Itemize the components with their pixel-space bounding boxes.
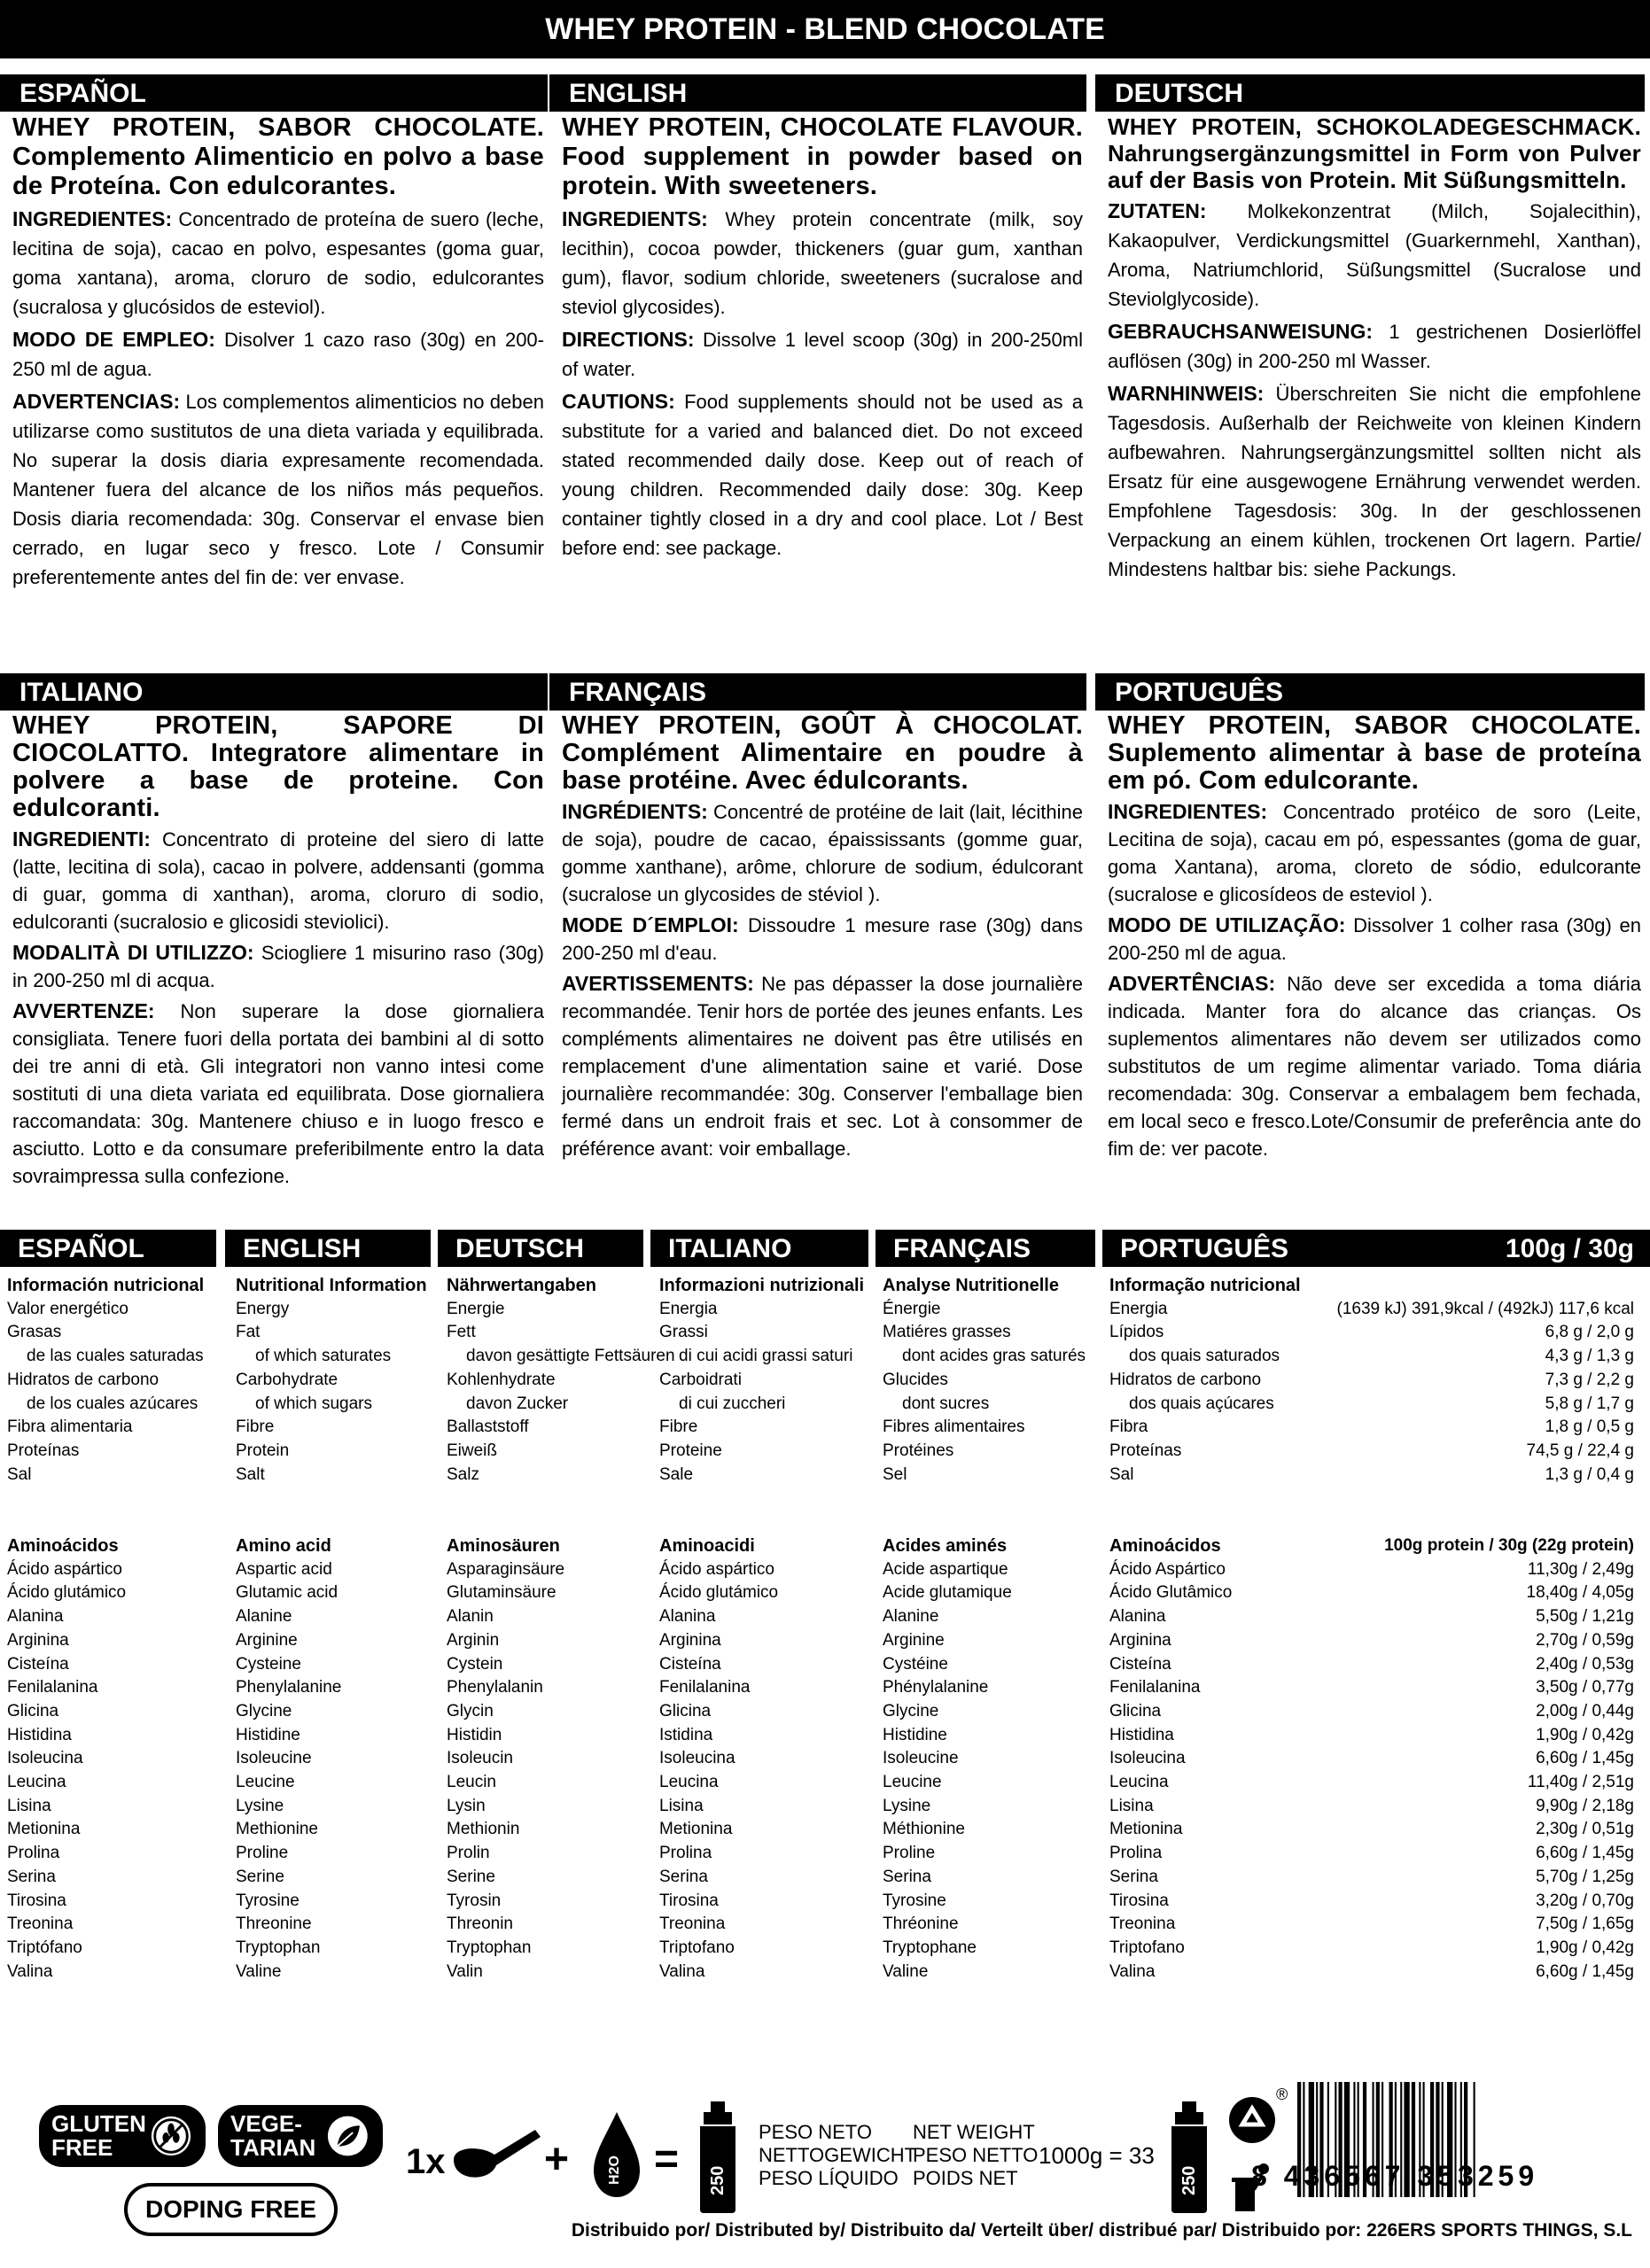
ingredients: INGREDIENTES: Concentrado protéico de soro (Leite, Lecitina de soja), cacau em pó, espessantes (goma de guar, goma Xantana), aroma, cloreto de sódio, edulcorante (sucralose e glicosídeos de esteviol ). xyxy=(1108,800,1641,905)
amino-label: Valina xyxy=(1109,1961,1156,1981)
water-drop-icon xyxy=(588,2109,645,2201)
nutrient-label: dos quais saturados xyxy=(1129,1347,1280,1366)
nutrition-title: Nutritional Information xyxy=(236,1276,427,1295)
nutrient-label: Energie xyxy=(447,1299,505,1318)
nutrient-label: Energia xyxy=(659,1299,718,1318)
nutrition-header: DEUTSCH xyxy=(438,1230,643,1267)
amino-label: Cisteína xyxy=(659,1654,721,1674)
page-title: WHEY PROTEIN - BLEND CHOCOLATE xyxy=(0,0,1650,58)
nutrient-label: di cui acidi grassi saturi xyxy=(679,1347,853,1366)
nutrition-column xyxy=(1109,1274,1301,1487)
warnings: AVERTISSEMENTS: Ne pas dépasser la dose journalière recommandée. Tenir hors de portée des jeunes enfants. Les compléments alimentaires ne doivent pas être utilisés en remplacement d'une alimentation saine et varié. Dose journalière recommandée: 30g. Conserver l'emballage bien fermé dans un endroit frais et sec. Lot à consommer de préférence avant: voir emballage. xyxy=(562,972,1083,1160)
registered-mark: ® xyxy=(1276,2085,1288,2103)
lang-header: ITALIANO xyxy=(0,673,548,711)
amino-column xyxy=(447,1534,564,1984)
amino-label: Cystéine xyxy=(883,1654,948,1674)
amino-title: Aminosäuren xyxy=(447,1536,560,1556)
amino-label: Triptofano xyxy=(659,1938,735,1957)
amino-label: Tirosina xyxy=(7,1891,66,1910)
nutrition-column xyxy=(659,1274,864,1487)
nutrient-label: Proteine xyxy=(659,1441,722,1460)
amino-label: Tryptophan xyxy=(447,1938,532,1957)
nutrient-label: of which saturates xyxy=(255,1347,392,1366)
portions: 1000g = 33 xyxy=(1039,2142,1155,2169)
nutrient-value: 74,5 g / 22,4 g xyxy=(1526,1441,1634,1460)
directions: MODO DE EMPLEO: Disolver 1 cazo raso (30g) en 200-250 ml de agua. xyxy=(12,328,544,380)
nutrition-title: Nährwertangaben xyxy=(447,1276,596,1295)
nutrient-label: Fibra xyxy=(1109,1418,1148,1437)
amino-value: 11,40g / 2,51g xyxy=(1527,1773,1634,1792)
barcode-number: 8 436567 353259 xyxy=(1251,2160,1539,2192)
amino-label: Isoleucine xyxy=(236,1749,312,1768)
nutrient-label: Proteínas xyxy=(7,1441,80,1460)
amino-label: Histidine xyxy=(883,1725,947,1744)
nutrient-label: Carbohydrate xyxy=(236,1370,339,1389)
warnings: ADVERTENCIAS: Los complementos alimenticios no deben utilizarse como sustitutos de una dieta variada y equilibrada. No superar la dosis diaria expresamente recomendada. Mantener fuera del alcance de los niños más pequeños. Dosis diaria recomendada: 30g. Conservar el envase bien cerrado, en lugar seco y fresco. Lote / Consumir preferentemente antes del fin de: ver envase. xyxy=(12,390,544,588)
nutrient-value: (1639 kJ) 391,9kcal / (492kJ) 117,6 kcal xyxy=(1336,1299,1634,1318)
lang-pt xyxy=(1095,673,1645,1162)
warnings: ADVERTÊNCIAS: Não deve ser excedida a toma diária indicada. Manter fora do alcance das crianças. Os suplementos alimentares não devem ser utilizados como substitutos de um regime alimentar variado. Toma diária recomendada: 30g. Conservar a embalagem bem fechada, em local seco e fresco.Lote/Consumir de preferência ante do fim de: ver pacote. xyxy=(1108,972,1641,1160)
amino-label: Prolina xyxy=(1109,1844,1163,1863)
ingredients: INGRÉDIENTS: Concentré de protéine de lait (lait, lécithine de soja), poudre de cacao, épaississants (gomme guar, gomme xanthane), arôme, chlorure de sodium, édulcorant (sucralose un glycosides de stéviol ). xyxy=(562,800,1083,905)
lang-header: DEUTSCH xyxy=(1095,74,1645,112)
nutrient-label: of which sugars xyxy=(255,1394,373,1413)
amino-value: 2,30g / 0,51g xyxy=(1536,1820,1634,1839)
amino-title: Amino acid xyxy=(236,1536,331,1556)
nutrient-label: Ballaststoff xyxy=(447,1418,529,1437)
amino-per: 100g protein / 30g (22g protein) xyxy=(1384,1536,1634,1555)
nutrient-value: 4,3 g / 1,3 g xyxy=(1545,1347,1634,1366)
directions: MODALITÀ DI UTILIZZO: Sciogliere 1 misurino raso (30g) in 200-250 ml di acqua. xyxy=(12,941,544,991)
amino-label: Methionine xyxy=(236,1820,318,1839)
leaf-icon xyxy=(325,2113,370,2159)
amino-label: Leucina xyxy=(1109,1773,1169,1792)
amino-label: Threonine xyxy=(236,1915,312,1934)
amino-value: 2,00g / 0,44g xyxy=(1536,1701,1634,1720)
amino-column xyxy=(659,1534,778,1984)
amino-label: Histidine xyxy=(236,1725,300,1744)
nutrient-label: Hidratos de carbono xyxy=(1109,1370,1262,1389)
amino-label: Isoleucine xyxy=(883,1749,959,1768)
amino-label: Tyrosine xyxy=(883,1891,946,1910)
amino-label: Istidina xyxy=(659,1725,713,1744)
lang-es xyxy=(0,74,548,592)
amino-value: 9,90g / 2,18g xyxy=(1536,1796,1634,1815)
nutrient-label: davon Zucker xyxy=(466,1394,569,1413)
amino-label: Glicina xyxy=(7,1701,59,1720)
ingredients: INGREDIENTES: Concentrado de proteína de suero (leche, lecitina de soja), cacao en polvo, espesantes (goma guar, goma xantana), aroma, cloruro de sodio, edulcorantes (sucralosa y glucósidos de esteviol). xyxy=(12,207,544,318)
nutrient-value: 6,8 g / 2,0 g xyxy=(1545,1323,1634,1342)
amino-label: Lysin xyxy=(447,1796,486,1815)
amino-label: Alanina xyxy=(7,1607,64,1627)
amino-label: Serina xyxy=(7,1867,56,1886)
amino-label: Glutaminsäure xyxy=(447,1583,556,1603)
nutrient-label: dont sucres xyxy=(902,1394,990,1413)
ingredients: INGREDIENTI: Concentrato di proteine del siero di latte (latte, lecitina di sola), cacao in polvere, addensanti (gomma di guar, gomma di xanthan), aroma, cloruro di sodio, edulcoranti (sucralosio e glicosidi steviolici). xyxy=(12,827,544,933)
plus-sign: + xyxy=(544,2136,570,2183)
nutrient-label: Valor energético xyxy=(7,1299,128,1318)
nutrient-label: Fibra alimentaria xyxy=(7,1418,133,1437)
amino-label: Leucine xyxy=(883,1773,942,1792)
amino-value: 7,50g / 1,65g xyxy=(1536,1915,1634,1934)
amino-label: Proline xyxy=(883,1844,936,1863)
nutrient-label: Carboidrati xyxy=(659,1370,742,1389)
ingredients: INGREDIENTS: Whey protein concentrate (milk, soy lecithin), cocoa powder, thickeners (guar gum, xanthan gum), flavor, sodium chloride, sweeteners (sucralose and steviol glycosides). xyxy=(562,207,1083,318)
amino-label: Prolina xyxy=(7,1844,60,1863)
amino-label: Aspartic acid xyxy=(236,1559,332,1579)
amino-label: Arginine xyxy=(236,1630,298,1650)
amino-label: Tirosina xyxy=(1109,1891,1169,1910)
amino-label: Ácido Aspártico xyxy=(1109,1559,1226,1579)
amino-value: 1,90g / 0,42g xyxy=(1536,1725,1634,1744)
bottle-volume: 250 xyxy=(1179,2165,1199,2195)
nutrient-label: Fibre xyxy=(659,1418,698,1437)
doping-free-badge: DOPING FREE xyxy=(124,2183,338,2236)
lang-it xyxy=(0,673,548,1190)
nutrition-title: Informazioni nutrizionali xyxy=(659,1276,865,1295)
amino-label: Histidina xyxy=(7,1725,72,1744)
amino-title: Aminoácidos xyxy=(7,1536,119,1556)
nutrition-header: FRANÇAIS xyxy=(876,1230,1095,1267)
amino-label: Glicina xyxy=(1109,1701,1162,1720)
amino-label: Proline xyxy=(236,1844,289,1863)
amino-label: Valine xyxy=(236,1961,282,1981)
amino-label: Triptófano xyxy=(7,1938,82,1957)
ingredients: ZUTATEN: Molkekonzentrat (Milch, Sojalecithin), Kakaopulver, Verdickungsmittel (Guarkernmehl, Xanthan), Aroma, Natriumchlorid, Süßungsmittel (Sucralose und Steviolglycoside). xyxy=(1108,199,1641,310)
product-name: WHEY PROTEIN, SAPORE DI CIOCOLATTO. Integratore alimentare in polvere a base de proteine. Con edulcoranti. xyxy=(12,711,544,822)
amino-label: Isoleucina xyxy=(7,1749,83,1768)
amino-label: Arginina xyxy=(1109,1630,1171,1650)
amino-label: Leucin xyxy=(447,1773,496,1792)
amino-label: Acide glutamique xyxy=(883,1583,1012,1603)
amino-label: Tryptophane xyxy=(883,1938,977,1957)
amino-label: Méthionine xyxy=(883,1820,965,1839)
nutrition-header: ESPAÑOL xyxy=(0,1230,216,1267)
amino-label: Phenylalanin xyxy=(447,1678,543,1697)
nutrient-label: Kohlenhydrate xyxy=(447,1370,556,1389)
scoop-icon xyxy=(447,2119,544,2195)
amino-label: Histidina xyxy=(1109,1725,1174,1744)
amino-label: Ácido glutámico xyxy=(659,1583,779,1603)
amino-label: Methionin xyxy=(447,1820,520,1839)
amino-label: Serine xyxy=(236,1867,284,1886)
product-name: WHEY PROTEIN, SABOR CHOCOLATE. Complemento Alimenticio en polvo a base de Proteína. Con edulcorantes. xyxy=(12,113,544,200)
nutrition-title: Informação nutricional xyxy=(1109,1276,1301,1295)
amino-label: Tirosina xyxy=(659,1891,719,1910)
nutrition-header: ITALIANO xyxy=(650,1230,868,1267)
nutrient-label: Grasas xyxy=(7,1323,62,1342)
amino-label: Alanina xyxy=(1109,1607,1166,1627)
warnings: WARNHINWEIS: Überschreiten Sie nicht die empfohlene Tagesdosis. Außerhalb der Reichweite von kleinen Kindern aufbewahren. Nahrungsergänzungsmittel sollten nicht als Ersatz für eine ausgewogene Ernährung verwendet werden. Empfohlene Tagesdosis: 30g. In der geschlossenen Verpackung an einem kühlen, trockenen Ort lagern. Partie/ Mindestens haltbar bis: siehe Packungs. xyxy=(1108,382,1641,580)
amino-value: 5,50g / 1,21g xyxy=(1536,1607,1634,1627)
amino-label: Treonina xyxy=(7,1915,74,1934)
amino-title: Acides aminés xyxy=(883,1536,1008,1556)
amino-label: Prolina xyxy=(659,1844,712,1863)
nutrient-label: Protein xyxy=(236,1441,290,1460)
amino-label: Arginine xyxy=(883,1630,945,1650)
h2o-label: H2O xyxy=(607,2155,622,2185)
nutrient-label: Energy xyxy=(236,1299,290,1318)
nutrient-label: de los cuales azúcares xyxy=(27,1394,198,1413)
amino-value: 11,30g / 2,49g xyxy=(1527,1559,1634,1579)
amino-label: Valina xyxy=(7,1961,53,1981)
amino-column xyxy=(883,1534,1012,1984)
amino-label: Fenilalanina xyxy=(1109,1678,1201,1697)
amino-title: Aminoacidi xyxy=(659,1536,755,1556)
amino-label: Glutamic acid xyxy=(236,1583,339,1603)
amino-label: Leucina xyxy=(7,1773,66,1792)
amino-label: Tyrosin xyxy=(447,1891,502,1910)
product-name: WHEY PROTEIN, CHOCOLATE FLAVOUR. Food supplement in powder based on protein. With sweeteners. xyxy=(562,113,1083,200)
nutrient-label: de las cuales saturadas xyxy=(27,1347,204,1366)
amino-label: Cysteine xyxy=(236,1654,301,1674)
nutrition-column xyxy=(883,1274,1086,1487)
warnings: AVVERTENZE: Non superare la dose giornaliera consigliata. Tenere fuori della portata dei bambini al di sotto dei tre anni di età. Gli integratori non vanno intesi come sostituti di una dieta variata ed equilibrata. Dose giornaliera raccomandata: 30g. Mantenere chiuso e in luogo fresco e asciutto. Lotto e da consumare preferibilmente entro la data sovraimpressa sulla confezione. xyxy=(12,999,544,1187)
amino-label: Histidin xyxy=(447,1725,502,1744)
amino-label: Arginin xyxy=(447,1630,500,1650)
directions: MODO DE UTILIZAÇÃO: Dissolver 1 colher rasa (30g) en 200-250 ml de agua. xyxy=(1108,913,1641,964)
amino-value: 3,20g / 0,70g xyxy=(1536,1891,1634,1910)
directions: DIRECTIONS: Dissolve 1 level scoop (30g) in 200-250ml of water. xyxy=(562,328,1083,380)
nutrition-column xyxy=(236,1274,427,1487)
amino-label: Tyrosine xyxy=(236,1891,300,1910)
amino-label: Acide aspartique xyxy=(883,1559,1008,1579)
amino-column xyxy=(7,1534,126,1984)
lang-fr xyxy=(549,673,1086,1162)
amino-label: Ácido glutámico xyxy=(7,1583,127,1603)
nutrient-label: Sal xyxy=(1109,1464,1134,1484)
nutrient-label: Lípidos xyxy=(1109,1323,1164,1342)
amino-label: Leucine xyxy=(236,1773,295,1792)
shaker-bottle-icon xyxy=(1168,2100,1210,2215)
amino-label: Isoleucin xyxy=(447,1749,513,1768)
amino-label: Threonin xyxy=(447,1915,513,1934)
product-name: WHEY PROTEIN, GOÛT À CHOCOLAT. Complément Alimentaire en poudre à base protéine. Avec édulcorants. xyxy=(562,711,1083,795)
amino-value: 1,90g / 0,42g xyxy=(1536,1938,1634,1957)
nutrient-label: Salz xyxy=(447,1464,479,1484)
distributor: Distribuido por/ Distributed by/ Distribuito da/ Verteilt über/ distribué par/ Distribuido por: 226ERS SPORTS THINGS, S.L xyxy=(571,2220,1632,2241)
amino-label: Ácido Glutâmico xyxy=(1109,1583,1233,1603)
amino-value: 6,60g / 1,45g xyxy=(1536,1844,1634,1863)
lang-header: ESPAÑOL xyxy=(0,74,548,112)
amino-label: Asparaginsäure xyxy=(447,1559,565,1579)
amino-column xyxy=(1109,1534,1232,1984)
shaker-bottle-icon xyxy=(697,2100,739,2215)
amino-label: Serina xyxy=(1109,1867,1158,1886)
nutrient-label: Fat xyxy=(236,1323,261,1342)
vegetarian-badge: VEGE- TARIAN xyxy=(218,2105,383,2167)
nutrient-label: Eiweiß xyxy=(447,1441,498,1460)
amino-label: Glycine xyxy=(883,1701,939,1720)
amino-label: Serina xyxy=(659,1867,708,1886)
amino-label: Ácido aspártico xyxy=(659,1559,774,1579)
amino-label: Valina xyxy=(659,1961,705,1981)
amino-label: Lisina xyxy=(1109,1796,1154,1815)
amino-label: Thréonine xyxy=(883,1915,959,1934)
amino-label: Alanine xyxy=(883,1607,939,1627)
lang-header: PORTUGUÊS xyxy=(1095,673,1645,711)
nutrient-value: 1,3 g / 0,4 g xyxy=(1545,1464,1634,1484)
amino-value: 5,70g / 1,25g xyxy=(1536,1867,1634,1886)
amino-label: Arginina xyxy=(659,1630,721,1650)
amino-label: Ácido aspártico xyxy=(7,1559,122,1579)
nutrient-label: Energia xyxy=(1109,1299,1168,1318)
nutrient-label: Sel xyxy=(883,1464,907,1484)
nutrient-value: 1,8 g / 0,5 g xyxy=(1545,1418,1634,1437)
amino-label: Treonina xyxy=(1109,1915,1176,1934)
amino-label: Metionina xyxy=(659,1820,733,1839)
amino-value: 6,60g / 1,45g xyxy=(1536,1961,1634,1981)
nutrient-label: Fett xyxy=(447,1323,476,1342)
bottle-volume: 250 xyxy=(708,2165,728,2195)
multiplier: 1x xyxy=(406,2142,446,2181)
amino-label: Lysine xyxy=(883,1796,931,1815)
nutrition-title: Analyse Nutritionelle xyxy=(883,1276,1059,1295)
weight-labels-a: PESO NETO NETTOGEWICHT PESO LÍQUIDO xyxy=(759,2121,917,2189)
amino-label: Tryptophan xyxy=(236,1938,321,1957)
amino-label: Arginina xyxy=(7,1630,69,1650)
amino-label: Fenilalanina xyxy=(659,1678,751,1697)
lang-en xyxy=(549,74,1086,563)
nutrient-label: Glucides xyxy=(883,1370,948,1389)
amino-label: Serine xyxy=(447,1867,495,1886)
amino-label: Phénylalanine xyxy=(883,1678,989,1697)
recycle-icon xyxy=(1226,2094,1278,2146)
nutrient-label: Fibre xyxy=(236,1418,275,1437)
amino-value: 2,40g / 0,53g xyxy=(1536,1654,1634,1674)
amino-values xyxy=(1384,1534,1634,1984)
amino-label: Serina xyxy=(883,1867,931,1886)
amino-value: 2,70g / 0,59g xyxy=(1536,1630,1634,1650)
amino-label: Cystein xyxy=(447,1654,503,1674)
amino-title: Aminoácidos xyxy=(1109,1536,1221,1556)
amino-label: Isoleucina xyxy=(659,1749,735,1768)
gluten-free-badge: GLUTEN FREE xyxy=(39,2105,206,2167)
nutrient-label: Salt xyxy=(236,1464,265,1484)
directions: MODE D´EMPLOI: Dissoudre 1 mesure rase (30g) dans 200-250 ml d'eau. xyxy=(562,913,1083,964)
lang-de xyxy=(1095,74,1645,584)
amino-label: Glicina xyxy=(659,1701,712,1720)
product-name: WHEY PROTEIN, SCHOKOLADEGESCHMACK. Nahrungsergänzungsmittel in Form von Pulver auf der Basis von Protein. Mit Süßungsmitteln. xyxy=(1108,113,1641,193)
amino-table xyxy=(0,1488,1650,1984)
nutrient-label: dont acides gras saturés xyxy=(902,1347,1086,1366)
lang-header: FRANÇAIS xyxy=(549,673,1086,711)
nutrient-label: Proteínas xyxy=(1109,1441,1182,1460)
amino-value: 18,40g / 4,05g xyxy=(1526,1583,1634,1603)
weight-labels-b: NET WEIGHT PESO NETTO POIDS NET xyxy=(913,2121,1039,2189)
amino-label: Lisina xyxy=(659,1796,704,1815)
amino-label: Valine xyxy=(883,1961,929,1981)
amino-label: Phenylalanine xyxy=(236,1678,342,1697)
amino-column xyxy=(236,1534,341,1984)
amino-label: Alanin xyxy=(447,1607,494,1627)
nutrient-label: Sal xyxy=(7,1464,32,1484)
nutrition-title: Información nutricional xyxy=(7,1276,205,1295)
nutrition-values xyxy=(1337,1274,1635,1487)
nutrient-label: Fibres alimentaires xyxy=(883,1418,1025,1437)
amino-label: Triptofano xyxy=(1109,1938,1185,1957)
amino-value: 6,60g / 1,45g xyxy=(1536,1749,1634,1768)
product-name: WHEY PROTEIN, SABOR CHOCOLATE. Suplemento alimentar à base de proteína em pó. Com edulcorante. xyxy=(1108,711,1641,795)
nutrient-label: Grassi xyxy=(659,1323,708,1342)
nutrient-label: di cui zuccheri xyxy=(679,1394,786,1413)
amino-label: Isoleucina xyxy=(1109,1749,1186,1768)
amino-label: Alanina xyxy=(659,1607,716,1627)
nutrition-column xyxy=(7,1274,204,1487)
amino-label: Prolin xyxy=(447,1844,490,1863)
nutrient-value: 7,3 g / 2,2 g xyxy=(1545,1370,1634,1389)
amino-label: Treonina xyxy=(659,1915,726,1934)
nutrient-value: 5,8 g / 1,7 g xyxy=(1545,1394,1634,1413)
amino-label: Cisteína xyxy=(1109,1654,1171,1674)
equals-sign: = xyxy=(654,2136,680,2183)
nutrient-label: Sale xyxy=(659,1464,694,1484)
amino-label: Cisteína xyxy=(7,1654,69,1674)
nutrition-header: PORTUGUÊS 100g / 30g xyxy=(1102,1230,1650,1267)
warnings: CAUTIONS: Food supplements should not be used as a substitute for a varied and balanced diet. Do not exceed stated recommended daily dose. Keep out of reach of young children. Recommended daily dose: 30g. Keep container tightly closed in a dry and cool place. Lot / Best before end: see package. xyxy=(562,390,1083,559)
nutrient-label: Protéines xyxy=(883,1441,954,1460)
amino-label: Alanine xyxy=(236,1607,292,1627)
nutrition-header: ENGLISH xyxy=(225,1230,431,1267)
amino-label: Valin xyxy=(447,1961,483,1981)
amino-label: Glycine xyxy=(236,1701,292,1720)
amino-value: 3,50g / 0,77g xyxy=(1536,1678,1634,1697)
nutrient-label: Hidratos de carbono xyxy=(7,1370,160,1389)
amino-label: Glycin xyxy=(447,1701,494,1720)
nutrition-column xyxy=(447,1274,675,1487)
amino-label: Metionina xyxy=(7,1820,81,1839)
amino-label: Fenilalanina xyxy=(7,1678,98,1697)
nutrient-label: Matiéres grasses xyxy=(883,1323,1011,1342)
wheat-crossed-icon xyxy=(149,2113,193,2159)
amino-label: Lysine xyxy=(236,1796,284,1815)
nutrient-label: dos quais açúcares xyxy=(1129,1394,1274,1413)
amino-label: Lisina xyxy=(7,1796,51,1815)
amino-label: Leucina xyxy=(659,1773,719,1792)
lang-header: ENGLISH xyxy=(549,74,1086,112)
nutrient-label: davon gesättigte Fettsäuren xyxy=(466,1347,675,1366)
directions: GEBRAUCHSANWEISUNG: 1 gestrichenen Dosierlöffel auflösen (30g) in 200-250 ml Wasser. xyxy=(1108,320,1641,372)
amino-label: Metionina xyxy=(1109,1820,1183,1839)
nutrient-label: Énergie xyxy=(883,1299,941,1318)
